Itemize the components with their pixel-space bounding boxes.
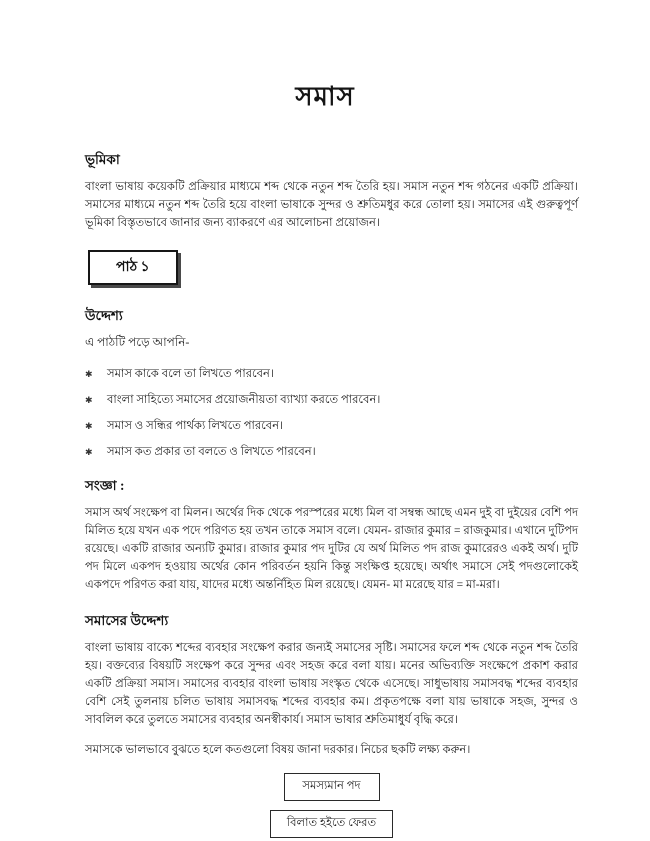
objectives-lead-text: এ পাঠটি পড়ে আপনি- bbox=[85, 335, 190, 349]
list-item bbox=[85, 418, 578, 434]
purpose-paragraph: বাংলা ভাষায় বাক্যে শব্দের ব্যবহার সংক্ষেপ করার জন্যই সমাসের সৃষ্টি। সমাসের ফলে শব্দ থেকে নতুন শব্দ তৈরি হয়। বক্তব্যের বিষয়টি সংক্ষেপ করে সুন্দর এবং সহজ করে বলা যায়। মনের অভিব্যক্তি সংক্ষেপে প্রকাশ করার একটি প্রক্রিয়া সমাস। সমাসের ব্যবহার বাংলা ভাষায় সংস্কৃত থেকে এসেছে। সাধুভাষায় সমাসবদ্ধ শব্দের ব্যবহার বেশি সেই তুলনায় চলিত ভাষায় সমাসবদ্ধ শব্দের ব্যবহার কম। প্রকৃতপক্ষে বলা যায় ভাষাকে সহজ, সুন্দর ও সাবলিল করে তুলতে সমাসের ব্যবহার অনস্বীকার্য। সমাস ভাষার শ্রুতিমাধুর্য বৃদ্ধি করে। bbox=[85, 642, 578, 726]
objectives-heading: উদ্দেশ্য bbox=[85, 308, 123, 323]
list-item bbox=[85, 366, 578, 382]
note-text: সমাসকে ভালভাবে বুঝতে হলে কতগুলো বিষয় জানা দরকার। নিচের ছকটি লক্ষ্য করুন। bbox=[85, 744, 471, 756]
objective-text: সমাস ও সন্ধির পার্থক্য লিখতে পারবেন। bbox=[107, 420, 284, 432]
objectives-list bbox=[85, 366, 578, 460]
list-item bbox=[85, 444, 578, 460]
lesson-number-box: পাঠ ১ bbox=[88, 250, 178, 285]
diagram bbox=[85, 773, 578, 838]
page-content bbox=[0, 149, 650, 838]
definition-paragraph: সমাস অর্থ সংক্ষেপ বা মিলন। অর্থের দিক থেকে পরস্পরের মধ্যে মিল বা সম্বন্ধ আছে এমন দুই বা দুইয়ের বেশি পদ মিলিত হয়ে যখন এক পদে পরিণত হয় তখন তাকে সমাস বলে। যেমন- রাজার কুমার = রাজকুমার। এখানে দুটিপদ রয়েছে। একটি রাজার অন্যটি কুমার। রাজার কুমার পদ দুটির যে অর্থ মিলিত পদ রাজ কুমারেরও একই অর্থ। দুটি পদ মিলে একপদ হওয়ায় অর্থের কোন পরিবর্তন হয়নি কিন্তু সংক্ষিপ্ত হয়েছে। অর্থাৎ সমাসে সেই পদগুলোকেই একপদে পরিণত করা যায়, যাদের মধ্যে অন্তর্নিহিত মিল রয়েছে। যেমন- মা মরেছে যার = মা-মরা। bbox=[85, 507, 578, 591]
bullet-icon: ✱ bbox=[85, 421, 93, 431]
diagram-box-bilat-hoite-ferot: বিলাত হইতে ফেরত bbox=[270, 810, 393, 838]
objective-text: বাংলা সাহিত্যে সমাসের প্রয়োজনীয়তা ব্যাখ্যা করতে পারবেন। bbox=[107, 394, 381, 406]
purpose-heading: সমাসের উদ্দেশ্য bbox=[85, 613, 169, 628]
intro-heading: ভূমিকা bbox=[85, 152, 120, 167]
definition-heading: সংজ্ঞা : bbox=[85, 478, 125, 493]
bullet-icon: ✱ bbox=[85, 447, 93, 457]
bullet-icon: ✱ bbox=[85, 369, 93, 379]
diagram-box-samasyaman-pad: সমস্যমান পদ bbox=[284, 773, 380, 801]
intro-paragraph: বাংলা ভাষায় কয়েকটি প্রক্রিয়ার মাধ্যমে শব্দ থেকে নতুন শব্দ তৈরি হয়। সমাস নতুন শব্দ গঠনের একটি প্রক্রিয়া। সমাসের মাধ্যমে নতুন শব্দ তৈরি হয়ে বাংলা ভাষাকে সুন্দর ও শ্রুতিমধুর করে তোলা হয়। সমাসের এই গুরুত্বপূর্ণ ভূমিকা বিস্তৃতভাবে জানার জন্য ব্যাকরণে এর আলোচনা প্রয়োজন। bbox=[85, 181, 578, 229]
objective-text: সমাস কাকে বলে তা লিখতে পারবেন। bbox=[107, 368, 275, 380]
page-title: সমাস bbox=[295, 82, 355, 111]
objective-text: সমাস কত প্রকার তা বলতে ও লিখতে পারবেন। bbox=[107, 446, 316, 458]
bullet-icon: ✱ bbox=[85, 395, 93, 405]
list-item bbox=[85, 392, 578, 408]
